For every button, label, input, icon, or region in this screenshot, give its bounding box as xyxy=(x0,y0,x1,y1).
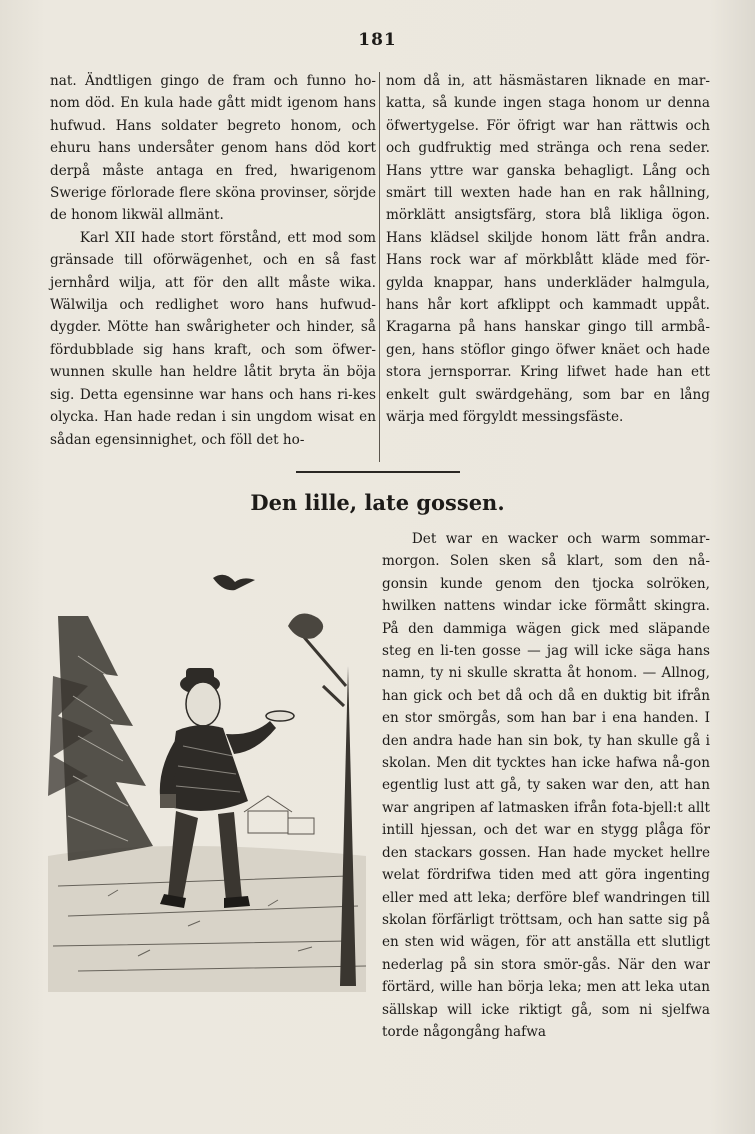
paragraph: nat. Ändtligen gingo de fram och funno ho-nom död. En kula hade gått midt igenom hans hufwud. Hans soldater begreto honom, och ehuru hans undersåter genom hans död kort derpå måste antaga en fred, hwarigenom Swerige förlorade flere sköna provinser, sörjde de honom likwäl allmänt. xyxy=(50,73,376,224)
right-text-column xyxy=(386,70,710,429)
boy-eating-illustration xyxy=(48,556,366,992)
section-rule xyxy=(296,471,460,473)
story-text-column xyxy=(382,528,710,1043)
page-number: 181 xyxy=(358,30,397,50)
paragraph: Det war en wacker och warm sommar-morgon. Solen sken så klart, som den nå-gonsin kunde genom den tjocka solröken, hwilken nattens windar icke förmått skingra. På den dammiga wägen gick med släpande steg en li-ten gosse — jag will icke säga hans namn, ty ni skulle skratta åt honom. — Allnog, han gick och bet då och då en duktig bit ifrån en stor smörgås, som han bar i ena handen. I den andra hade han sin bok, ty han skulle gå i skolan. Men dit tycktes han icke hafwa nå-gon egentlig lust att gå, ty saken war den, att han war angripen af latmasken ifrån fota-bjell:t allt intill hjessan, och det war en stygg plåga för den stackars gossen. Han hade mycket hellre welat fördrifwa tiden med att göra ingenting eller med att leka; derföre blef wandringen till skolan förfärligt tröttsam, och han satte sig på en sten wid wägen, för att anställa ett slutligt nederlag på sin stora smör-gås. När den war förtärd, wille han börja leka; men att leka utan sällskap will icke riktigt gå, som ni sjelfwa torde någongång hafwa xyxy=(382,531,710,1040)
story-title: Den lille, late gossen. xyxy=(250,490,505,515)
paragraph: nom då in, att häsmästaren liknade en mar-katta, så kunde ingen staga honom ur denna öfwertygelse. För öfrigt war han rättwis och och gudfruktig med stränga och rena seder. Hans yttre war ganska behagligt. Lång och smärt till wexten hade han en rak hållning, mörklätt ansigtsfärg, stora blå likliga ögon. Hans klädsel skiljde honom lätt från andra. Hans rock war af mörkblått kläde med för-gylda knappar, hans underkläder halmgula, hans hår kort afklippt och kammadt uppåt. Kragarna på hans hanskar gingo till armbå-gen, hans stöflor gingo öfwer knäet och hade stora jernsporrar. Kring lifwet hade han ett enkelt gult swärdgehäng, som bar en lång wärja med förgyldt messingsfäste. xyxy=(386,73,710,426)
bleed-through-shadow xyxy=(380,1062,710,1092)
left-text-column xyxy=(50,70,376,451)
paragraph: Karl XII hade stort förstånd, ett mod som gränsade till oförwägenhet, och en så fast jernhård wilja, att för den allt måste wika. Wälwilja och redlighet woro hans hufwud-dygder. Mötte han swårigheter och hinder, så fördubblade sig hans kraft, och som öfwer-wunnen skulle han heldre låtit bryta än böja sig. Detta egensinne war hans och hans ri-kes olycka. Han hade redan i sin ungdom wisat en sådan egensinnighet, och föll det ho- xyxy=(50,229,376,448)
column-divider xyxy=(379,72,380,462)
